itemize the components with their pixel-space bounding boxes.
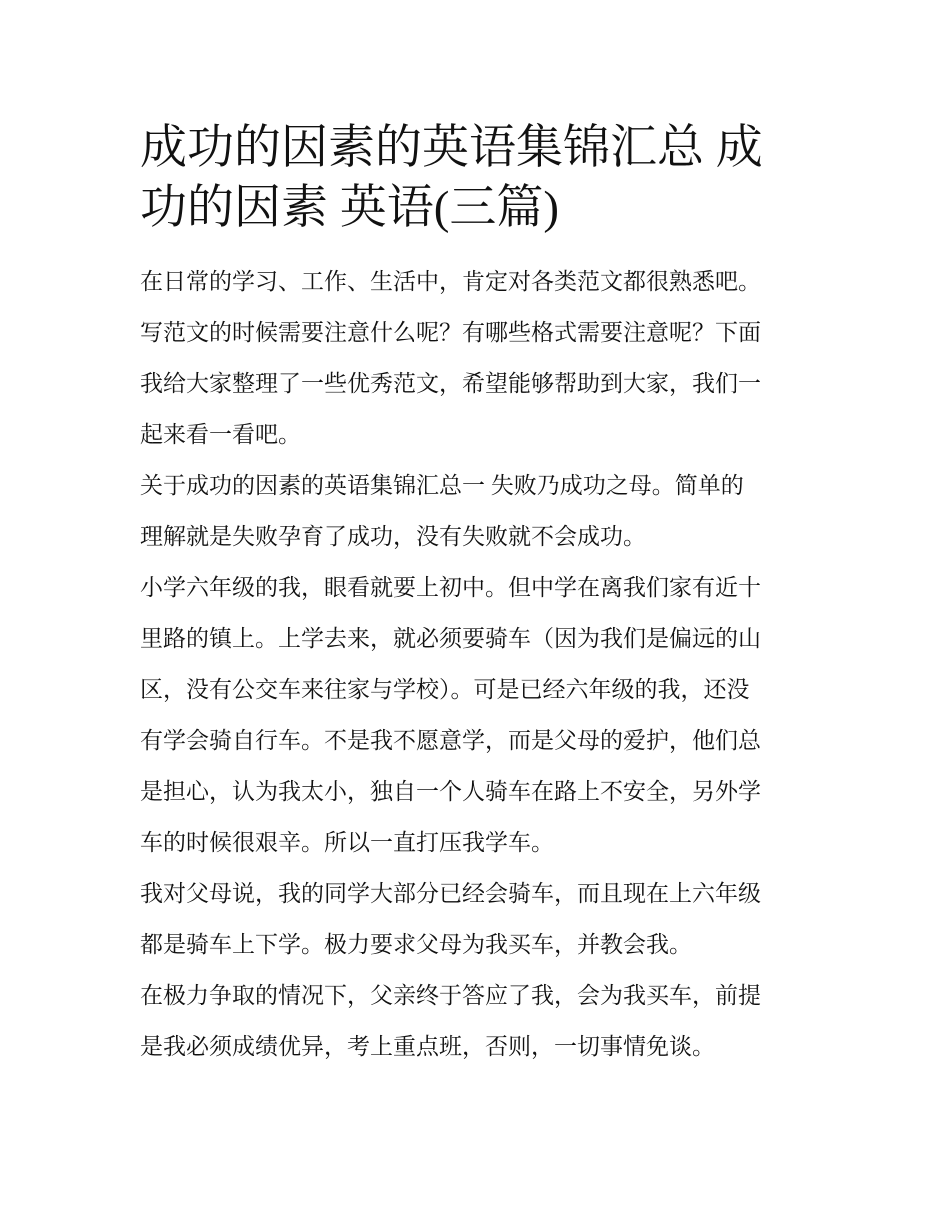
text-line: 小学六年级的我，眼看就要上初中。但中学在离我们家有近十	[140, 575, 761, 600]
document-content	[140, 118, 815, 1072]
text-line: 在极力争取的情况下，父亲终于答应了我，会为我买车，前提	[140, 983, 761, 1008]
text-line: 是担心，认为我太小，独自一个人骑车在路上不安全，另外学	[140, 779, 761, 804]
text-line: 起来看一看吧。	[140, 422, 301, 447]
document-title	[140, 118, 815, 238]
text-line: 区，没有公交车来往家与学校）。可是已经六年级的我，还没	[140, 677, 750, 702]
text-line: 都是骑车上下学。极力要求父母为我买车，并教会我。	[140, 932, 692, 957]
text-line: 是我必须成绩优异，考上重点班，否则，一切事情免谈。	[140, 1034, 715, 1059]
text-line: 有学会骑自行车。不是我不愿意学，而是父母的爱护，他们总	[140, 728, 761, 753]
document-body	[140, 256, 815, 1072]
text-line: 里路的镇上。上学去来，就必须要骑车（因为我们是偏远的山	[140, 626, 761, 651]
title-line: 功的因素 英语(三篇)	[140, 182, 560, 234]
text-line: 车的时候很艰辛。所以一直打压我学车。	[140, 830, 554, 855]
text-line: 关于成功的因素的英语集锦汇总一 失败乃成功之母。简单的	[140, 473, 744, 498]
text-line: 我对父母说，我的同学大部分已经会骑车，而且现在上六年级	[140, 881, 761, 906]
text-line: 理解就是失败孕育了成功，没有失败就不会成功。	[140, 524, 646, 549]
text-line: 我给大家整理了一些优秀范文，希望能够帮助到大家，我们一	[140, 371, 761, 396]
text-line: 写范文的时候需要注意什么呢？有哪些格式需要注意呢？下面	[140, 320, 761, 345]
text-line: 在日常的学习、工作、生活中，肯定对各类范文都很熟悉吧。	[140, 269, 761, 294]
title-line: 成功的因素的英语集锦汇总 成	[140, 122, 763, 174]
